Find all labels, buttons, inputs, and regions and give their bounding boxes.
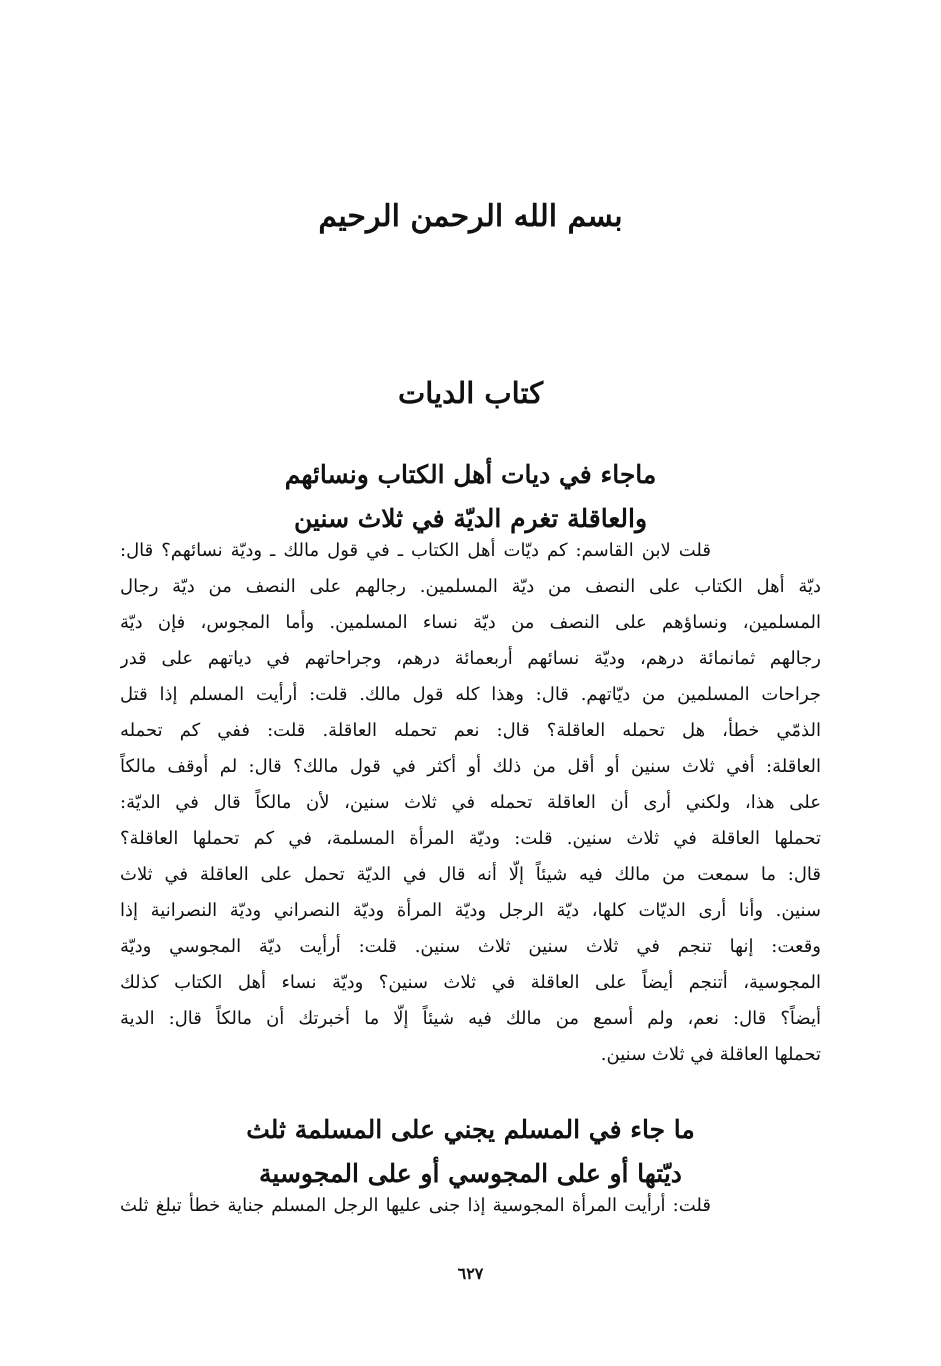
book-title: كتاب الديات: [397, 376, 544, 410]
text-line: قال: ما سمعت من مالك فيه شيئاً إلّا أنه قال في الديّة تحمل على العاقلة في ثلاث: [120, 864, 821, 885]
text-line: ديّة أهل الكتاب على النصف من ديّة المسلمين. رجالهم على النصف من ديّة رجال: [120, 576, 821, 597]
text-line: سنين. وأنا أرى الديّات كلها، ديّة الرجل وديّة المرأة وديّة النصراني وديّة النصرانية إذا: [120, 900, 821, 921]
text-line: على هذا، ولكني أرى أن العاقلة تحمله في ثلاث سنين، لأن مالكاً قال في الديّة:: [120, 792, 821, 813]
text-line: قلت لابن القاسم: كم ديّات أهل الكتاب ـ في قول مالك ـ وديّة نسائهم؟ قال:: [120, 540, 711, 561]
text-line: جراحات المسلمين من ديّاتهم. قال: وهذا كله قول مالك. قلت: أرأيت المسلم إذا قتل: [120, 684, 821, 705]
section-heading-line: ما جاء في المسلم يجني على المسلمة ثلث: [246, 1115, 695, 1144]
text-line: وقعت: إنها تنجم في ثلاث سنين ثلاث سنين. قلت: أرأيت ديّة المجوسي وديّة: [120, 936, 821, 957]
section-heading-line: والعاقلة تغرم الديّة في ثلاث سنين: [293, 504, 648, 533]
section-heading-muslim-crime-on-muslim-woman: [120, 1108, 821, 1196]
text-line: المسلمين، ونساؤهم على النصف من ديّة نساء المسلمين. وأما المجوس، فإن ديّة: [120, 612, 821, 633]
body-paragraph: [120, 533, 821, 1073]
section-heading-diyat-ahl-al-kitab: [120, 453, 821, 541]
text-line: رجالهم ثمانمائة درهم، وديّة نسائهم أربعمائة درهم، وجراحاتهم في دياتهم على قدر: [120, 648, 821, 669]
text-line: قلت: أرأيت المرأة المجوسية إذا جنى عليها الرجل المسلم جناية خطأ تبلغ ثلث: [120, 1195, 711, 1216]
body-paragraph: [120, 1188, 821, 1224]
text-line: تحملها العاقلة في ثلاث سنين. قلت: وديّة المرأة المسلمة، في كم تحملها العاقلة؟: [120, 828, 821, 849]
section-heading-line: ديّتها أو على المجوسي أو على المجوسية: [259, 1159, 682, 1188]
text-line: العاقلة: أفي ثلاث سنين أو أقل من ذلك أو أكثر في قول مالك؟ قال: لم أوقف مالكاً: [120, 756, 821, 777]
text-line: أيضاً؟ قال: نعم، ولم أسمع من مالك فيه شيئاً إلّا ما أخبرتك أن مالكاً قال: الدية: [120, 1008, 821, 1029]
basmala-heading: بسم الله الرحمن الرحيم: [318, 199, 623, 234]
section-heading-line: ماجاء في ديات أهل الكتاب ونسائهم: [284, 460, 657, 489]
text-line: المجوسية، أتنجم أيضاً على العاقلة في ثلاث سنين؟ وديّة نساء أهل الكتاب كذلك: [120, 972, 821, 993]
text-line: الذمّي خطأ، هل تحمله العاقلة؟ قال: نعم تحمله العاقلة. قلت: ففي كم تحمله: [120, 720, 821, 741]
text-line: تحملها العاقلة في ثلاث سنين.: [600, 1044, 821, 1065]
page-number: ٦٢٧: [457, 1264, 484, 1283]
